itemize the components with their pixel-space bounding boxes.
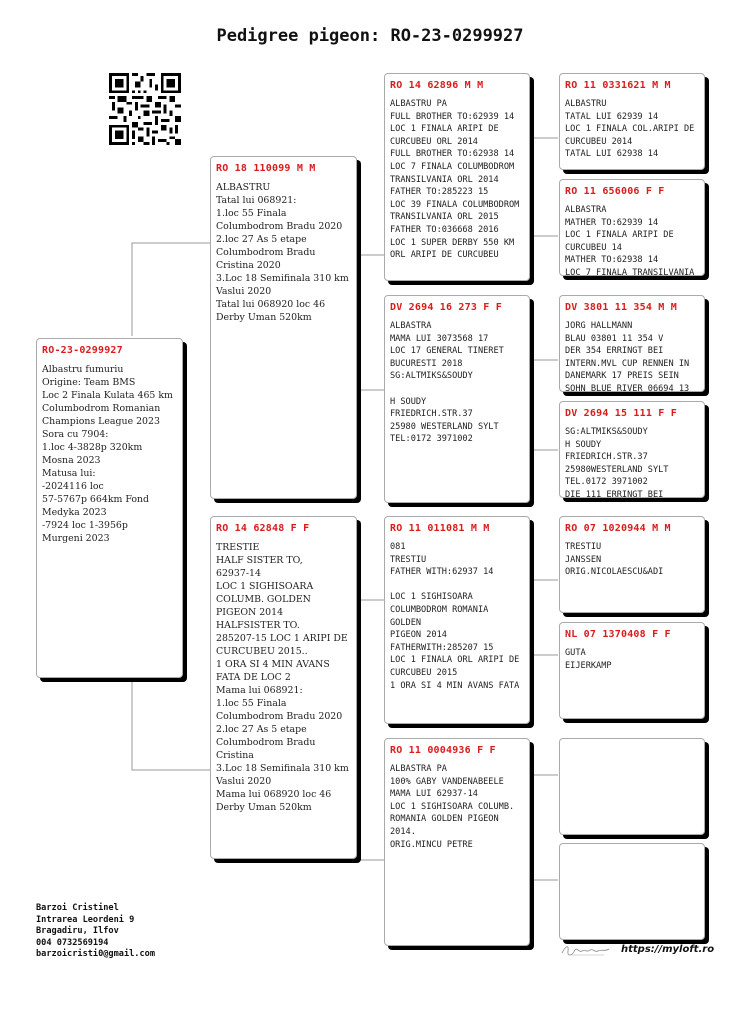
ring-number: DV 2694 16 273 F F bbox=[390, 302, 502, 313]
card-description: ALBASTRA MAMA LUI 3073568 17 LOC 17 GENERAL TINERET BUCURESTI 2018 SG:ALTMIKS&SOUDY H SOUDY FRIEDRICH.STR.37 25980 WESTERLAND SYLT TEL:0172 3971002 bbox=[390, 321, 504, 445]
card-description: ALBASTRU TATAL LUI 62939 14 LOC 1 FINALA COL.ARIPI DE CURCUBEU 2014 TATAL LUI 62938 14 bbox=[565, 99, 695, 160]
pedigree-card-dsd[interactable] bbox=[559, 622, 705, 719]
ring-number: RO 14 62896 M M bbox=[390, 80, 484, 91]
page-title: Pedigree pigeon: RO-23-0299927 bbox=[216, 26, 524, 46]
ring-number: RO 11 0331621 M M bbox=[565, 80, 671, 91]
qr-code-icon bbox=[109, 73, 181, 145]
ring-number: NL 07 1370408 F F bbox=[565, 629, 671, 640]
card-description: GUTA EIJERKAMP bbox=[565, 648, 612, 671]
pedigree-card-dss[interactable] bbox=[559, 516, 705, 613]
ring-number: RO 11 0004936 F F bbox=[390, 745, 496, 756]
ring-number: RO 11 011081 M M bbox=[390, 523, 490, 534]
card-description: SG:ALTMIKS&SOUDY H SOUDY FRIEDRICH.STR.37 25980WESTERLAND SYLT TEL.0172 3971002 DIE 111 ERRINGT BEI bbox=[565, 427, 669, 498]
pedigree-card-ddd[interactable] bbox=[559, 843, 705, 940]
card-description: TRESTIU JANSSEN ORIG.NICOLAESCU&ADI bbox=[565, 542, 664, 578]
card-description: JORG HALLMANN BLAU 03801 11 354 V DER 354 ERRINGT BEI INTERN.MVL CUP RENNEN IN DANEMARK 17 PREIS SEIN SOHN BLUE RIVER 06694 13 bbox=[565, 321, 690, 392]
pedigree-card-dam-sire[interactable] bbox=[384, 516, 530, 724]
card-description: TRESTIE HALF SISTER TO, 62937-14 LOC 1 SIGHISOARA COLUMB. GOLDEN PIGEON 2014 HALFSISTER TO. 285207-15 LOC 1 ARIPI DE CURCUBEU 2015.. 1 ORA SI 4 MIN AVANS FATA DE LOC 2 Mama lui 068921: 1.loc 55 Finala Columbodrom Bradu 2020 2.loc 27 As 5 etape Columbodrom Bradu Cristina 3.Loc 18 Semifinala 310 km Vaslui 2020 Mama lui 068920 loc 46 Derby Uman 520km bbox=[216, 542, 349, 813]
card-description: Albastru fumuriu Origine: Team BMS Loc 2 Finala Kulata 465 km Columbodrom Romanian Champions League 2023 Sora cu 7904: 1.loc 4-3828p 320km Mosna 2023 Matusa lui: -2024116 loc 57-5767p 664km Fond Medyka 2023 -7924 loc 1-3956p Murgeni 2023 bbox=[42, 364, 173, 544]
pedigree-card-sdd[interactable] bbox=[559, 401, 705, 498]
ring-number: RO 11 656006 F F bbox=[565, 186, 665, 197]
card-description: ALBASTRA MATHER TO:62939 14 LOC 1 FINALA ARIPI DE CURCUBEU 14 MATHER TO:62938 14 LOC 7 FINALA TRANSILVANIA bbox=[565, 205, 695, 276]
ring-number: RO 18 110099 M M bbox=[216, 163, 316, 174]
signature-icon bbox=[560, 941, 612, 959]
card-description: ALBASTRU Tatal lui 068921: 1.loc 55 Finala Columbodrom Bradu 2020 2.loc 27 As 5 etape Columbodrom Bradu Cristina 2020 3.Loc 18 Semifinala 310 km Vaslui 2020 Tatal lui 068920 loc 46 Derby Uman 520km bbox=[216, 182, 349, 323]
ring-number: RO 07 1020944 M M bbox=[565, 523, 671, 534]
ring-number: DV 3801 11 354 M M bbox=[565, 302, 677, 313]
pedigree-card-dds[interactable] bbox=[559, 738, 705, 835]
pedigree-card-sire[interactable] bbox=[210, 156, 357, 499]
pedigree-card-sire-dam[interactable] bbox=[384, 295, 530, 503]
pedigree-card-sds[interactable] bbox=[559, 295, 705, 392]
ring-number: RO 14 62848 F F bbox=[216, 523, 310, 534]
ring-number: RO-23-0299927 bbox=[42, 345, 123, 356]
card-description: 081 TRESTIU FATHER WITH:62937 14 LOC 1 SIGHISOARA COLUMBODROM ROMANIA GOLDEN PIGEON 2014 FATHERWITH:285207 15 LOC 1 FINALA ORL ARIPI DE CURCUBEU 2015 1 ORA SI 4 MIN AVANS FATA bbox=[390, 542, 520, 691]
pedigree-card-dam-dam[interactable] bbox=[384, 738, 530, 946]
card-description: ALBASTRU PA FULL BROTHER TO:62939 14 LOC 1 FINALA ARIPI DE CURCUBEU ORL 2014 FULL BROTHER TO:62938 14 LOC 7 FINALA COLUMBODROM TRANSILVANIA ORL 2014 FATHER TO:285223 15 LOC 39 FINALA COLUMBODROM TRANSILVANIA ORL 2015 FATHER TO:036668 2016 LOC 1 SUPER DERBY 550 KM ORL ARIPI DE CURCUBEU bbox=[390, 99, 520, 261]
card-description: ALBASTRA PA 100% GABY VANDENABEELE MAMA LUI 62937-14 LOC 1 SIGHISOARA COLUMB. ROMANIA GOLDEN PIGEON 2014. ORIG.MINCU PETRE bbox=[390, 764, 515, 850]
pedigree-card-dam[interactable] bbox=[210, 516, 357, 859]
footer-url[interactable]: https://myloft.ro bbox=[621, 944, 715, 955]
pedigree-card-sire-sire[interactable] bbox=[384, 73, 530, 281]
ring-number: DV 2694 15 111 F F bbox=[565, 408, 677, 419]
pedigree-card-sss[interactable] bbox=[559, 73, 705, 170]
pedigree-card-subject[interactable] bbox=[36, 338, 183, 678]
pedigree-card-ssd[interactable] bbox=[559, 179, 705, 276]
owner-contact: Barzoi Cristinel Intrarea Leordeni 9 Bragadiru, Ilfov 004 0732569194 barzoicristi0@gmail.com bbox=[36, 903, 155, 960]
